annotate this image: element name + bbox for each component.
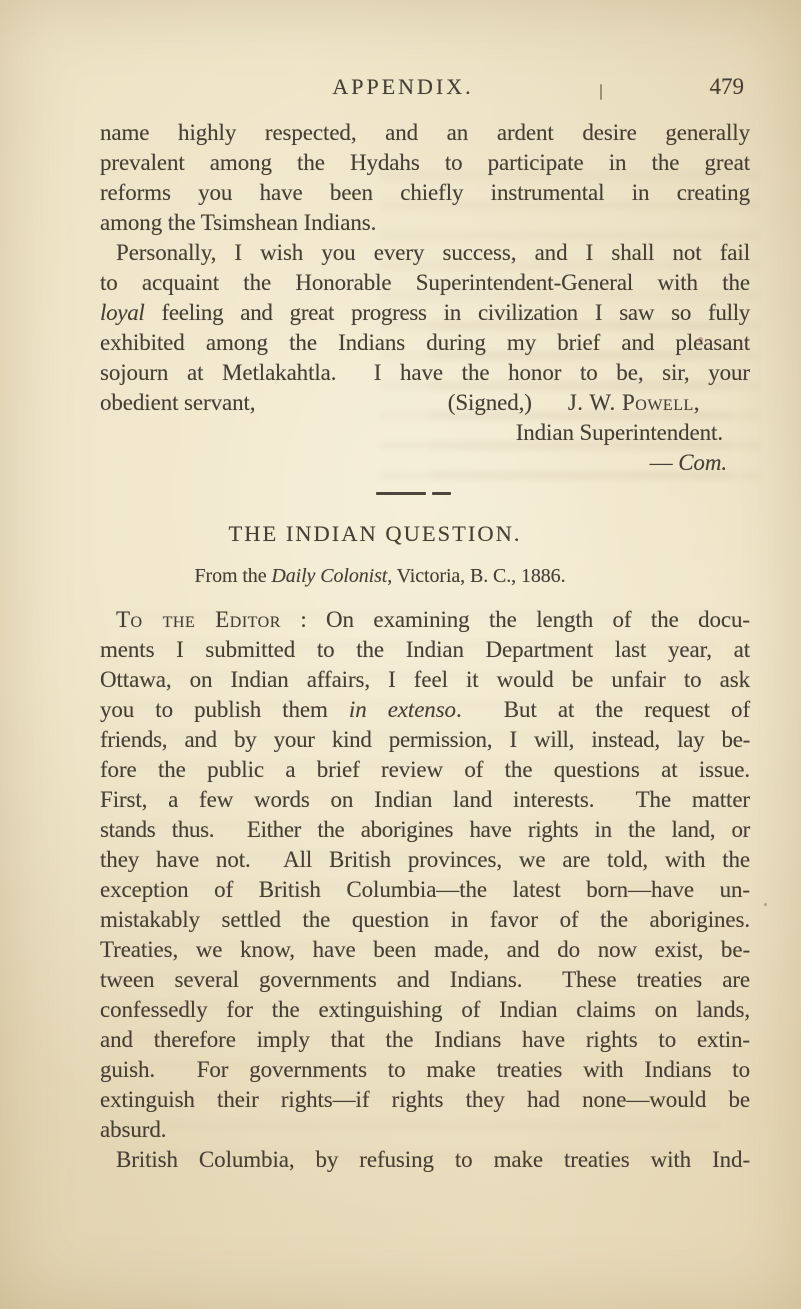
text-run: First, a few words on Indian land interests. The matter	[100, 787, 750, 812]
text-line	[100, 1025, 750, 1055]
text-run: confessedly for the extinguishing of Indian claims on lands,	[100, 997, 750, 1022]
text-line	[100, 695, 750, 725]
text-line	[100, 448, 750, 478]
text-line	[100, 785, 750, 815]
text-run: you to publish them	[100, 697, 349, 722]
text-run: Indian Superintendent.	[515, 420, 723, 445]
text-line	[100, 875, 750, 905]
text-run: fore the public a brief review of the questions at issue.	[100, 757, 750, 782]
text-run: : On examining the length of the docu-	[280, 607, 750, 632]
section-separator	[88, 486, 738, 500]
text-line	[100, 1145, 750, 1175]
ink-speck	[764, 903, 767, 906]
page-content	[100, 118, 750, 1175]
text-line	[100, 845, 750, 875]
text-line	[100, 635, 750, 665]
text-run: Ottawa, on Indian affairs, I feel it would be unfair to ask	[100, 667, 750, 692]
text-line	[100, 208, 750, 238]
running-head	[100, 72, 750, 102]
text-run: friends, and by your kind permission, I will, instead, lay be-	[100, 727, 750, 752]
text-run: British Columbia, by refusing to make treaties with Ind-	[116, 1147, 750, 1172]
text-run: (Signed,)	[447, 390, 532, 415]
signature-left	[100, 388, 255, 418]
text-run: loyal	[100, 300, 145, 325]
text-run: name highly respected, and an ardent desire generally	[100, 120, 750, 145]
text-line	[100, 298, 750, 328]
text-run: exception of British Columbia—the latest born—have un-	[100, 877, 750, 902]
text-line	[100, 905, 750, 935]
text-run: Daily Colonist	[271, 565, 388, 587]
text-line	[100, 238, 750, 268]
text-line	[100, 118, 750, 148]
text-line	[100, 935, 750, 965]
text-run: J. W. Powell,	[567, 390, 700, 415]
text-line	[100, 148, 750, 178]
text-line	[100, 995, 750, 1025]
text-run: . But at the request of	[455, 697, 750, 722]
text-run: reforms you have been chiefly instrumental in creating	[100, 180, 750, 205]
text-line	[100, 178, 750, 208]
text-run: guish. For governments to make treaties with Indians to	[100, 1057, 750, 1082]
text-run: in extenso	[348, 697, 456, 722]
text-line	[100, 725, 750, 755]
text-run: obedient servant,	[100, 390, 256, 415]
text-run: extinguish their rights—if rights they had none—would be	[100, 1087, 750, 1112]
text-run: —	[649, 450, 679, 475]
text-run: To the Editor	[116, 607, 281, 632]
text-line	[100, 328, 750, 358]
text-run: From the	[194, 565, 272, 587]
text-run: sojourn at Metlakahtla. I have the honor to be, sir, your	[100, 360, 750, 385]
text-run: prevalent among the Hydahs to participate in the great	[100, 150, 750, 175]
text-line	[100, 1055, 750, 1085]
separator-dash	[432, 492, 451, 495]
text-run: they have not. All British provinces, we are told, with the	[100, 847, 750, 872]
running-head-title: APPENDIX.	[332, 74, 474, 99]
text-run: feeling and great progress in civilization I saw so fully	[144, 300, 750, 325]
text-run: Com.	[678, 450, 727, 475]
text-line	[100, 605, 750, 635]
separator-dash	[376, 492, 426, 495]
text-run: absurd.	[100, 1117, 167, 1142]
text-run: Personally, I wish you every success, and I shall not fail	[116, 240, 750, 265]
text-line	[100, 965, 750, 995]
text-line	[100, 815, 750, 845]
text-run: ments I submitted to the Indian Department last year, at	[100, 637, 750, 662]
text-run: , Victoria, B. C., 1886.	[387, 565, 566, 587]
text-line	[100, 665, 750, 695]
text-line	[100, 1115, 750, 1145]
section-title: THE INDIAN QUESTION.	[228, 521, 522, 546]
signature-right	[448, 388, 750, 418]
text-run: stands thus. Either the aborigines have rights in the land, or	[100, 817, 750, 842]
text-line	[100, 358, 750, 388]
text-run: tween several governments and Indians. These treaties are	[100, 967, 750, 992]
text-run: among the Tsimshean Indians.	[100, 210, 377, 235]
text-line	[100, 1085, 750, 1115]
text-run: mistakably settled the question in favor of the aborigines.	[100, 907, 750, 932]
text-line	[100, 755, 750, 785]
text-line	[100, 418, 750, 448]
text-run: to acquaint the Honorable Superintendent-General with the	[100, 270, 750, 295]
text-run: exhibited among the Indians during my brief and pleasant	[100, 330, 750, 355]
section-byline	[55, 562, 705, 590]
page-number: 479	[709, 74, 744, 99]
text-run: and therefore imply that the Indians have rights to extin-	[100, 1027, 750, 1052]
text-run: Treaties, we know, have been made, and do now exist, be-	[100, 937, 750, 962]
text-line	[100, 268, 750, 298]
signature-line	[100, 388, 750, 418]
